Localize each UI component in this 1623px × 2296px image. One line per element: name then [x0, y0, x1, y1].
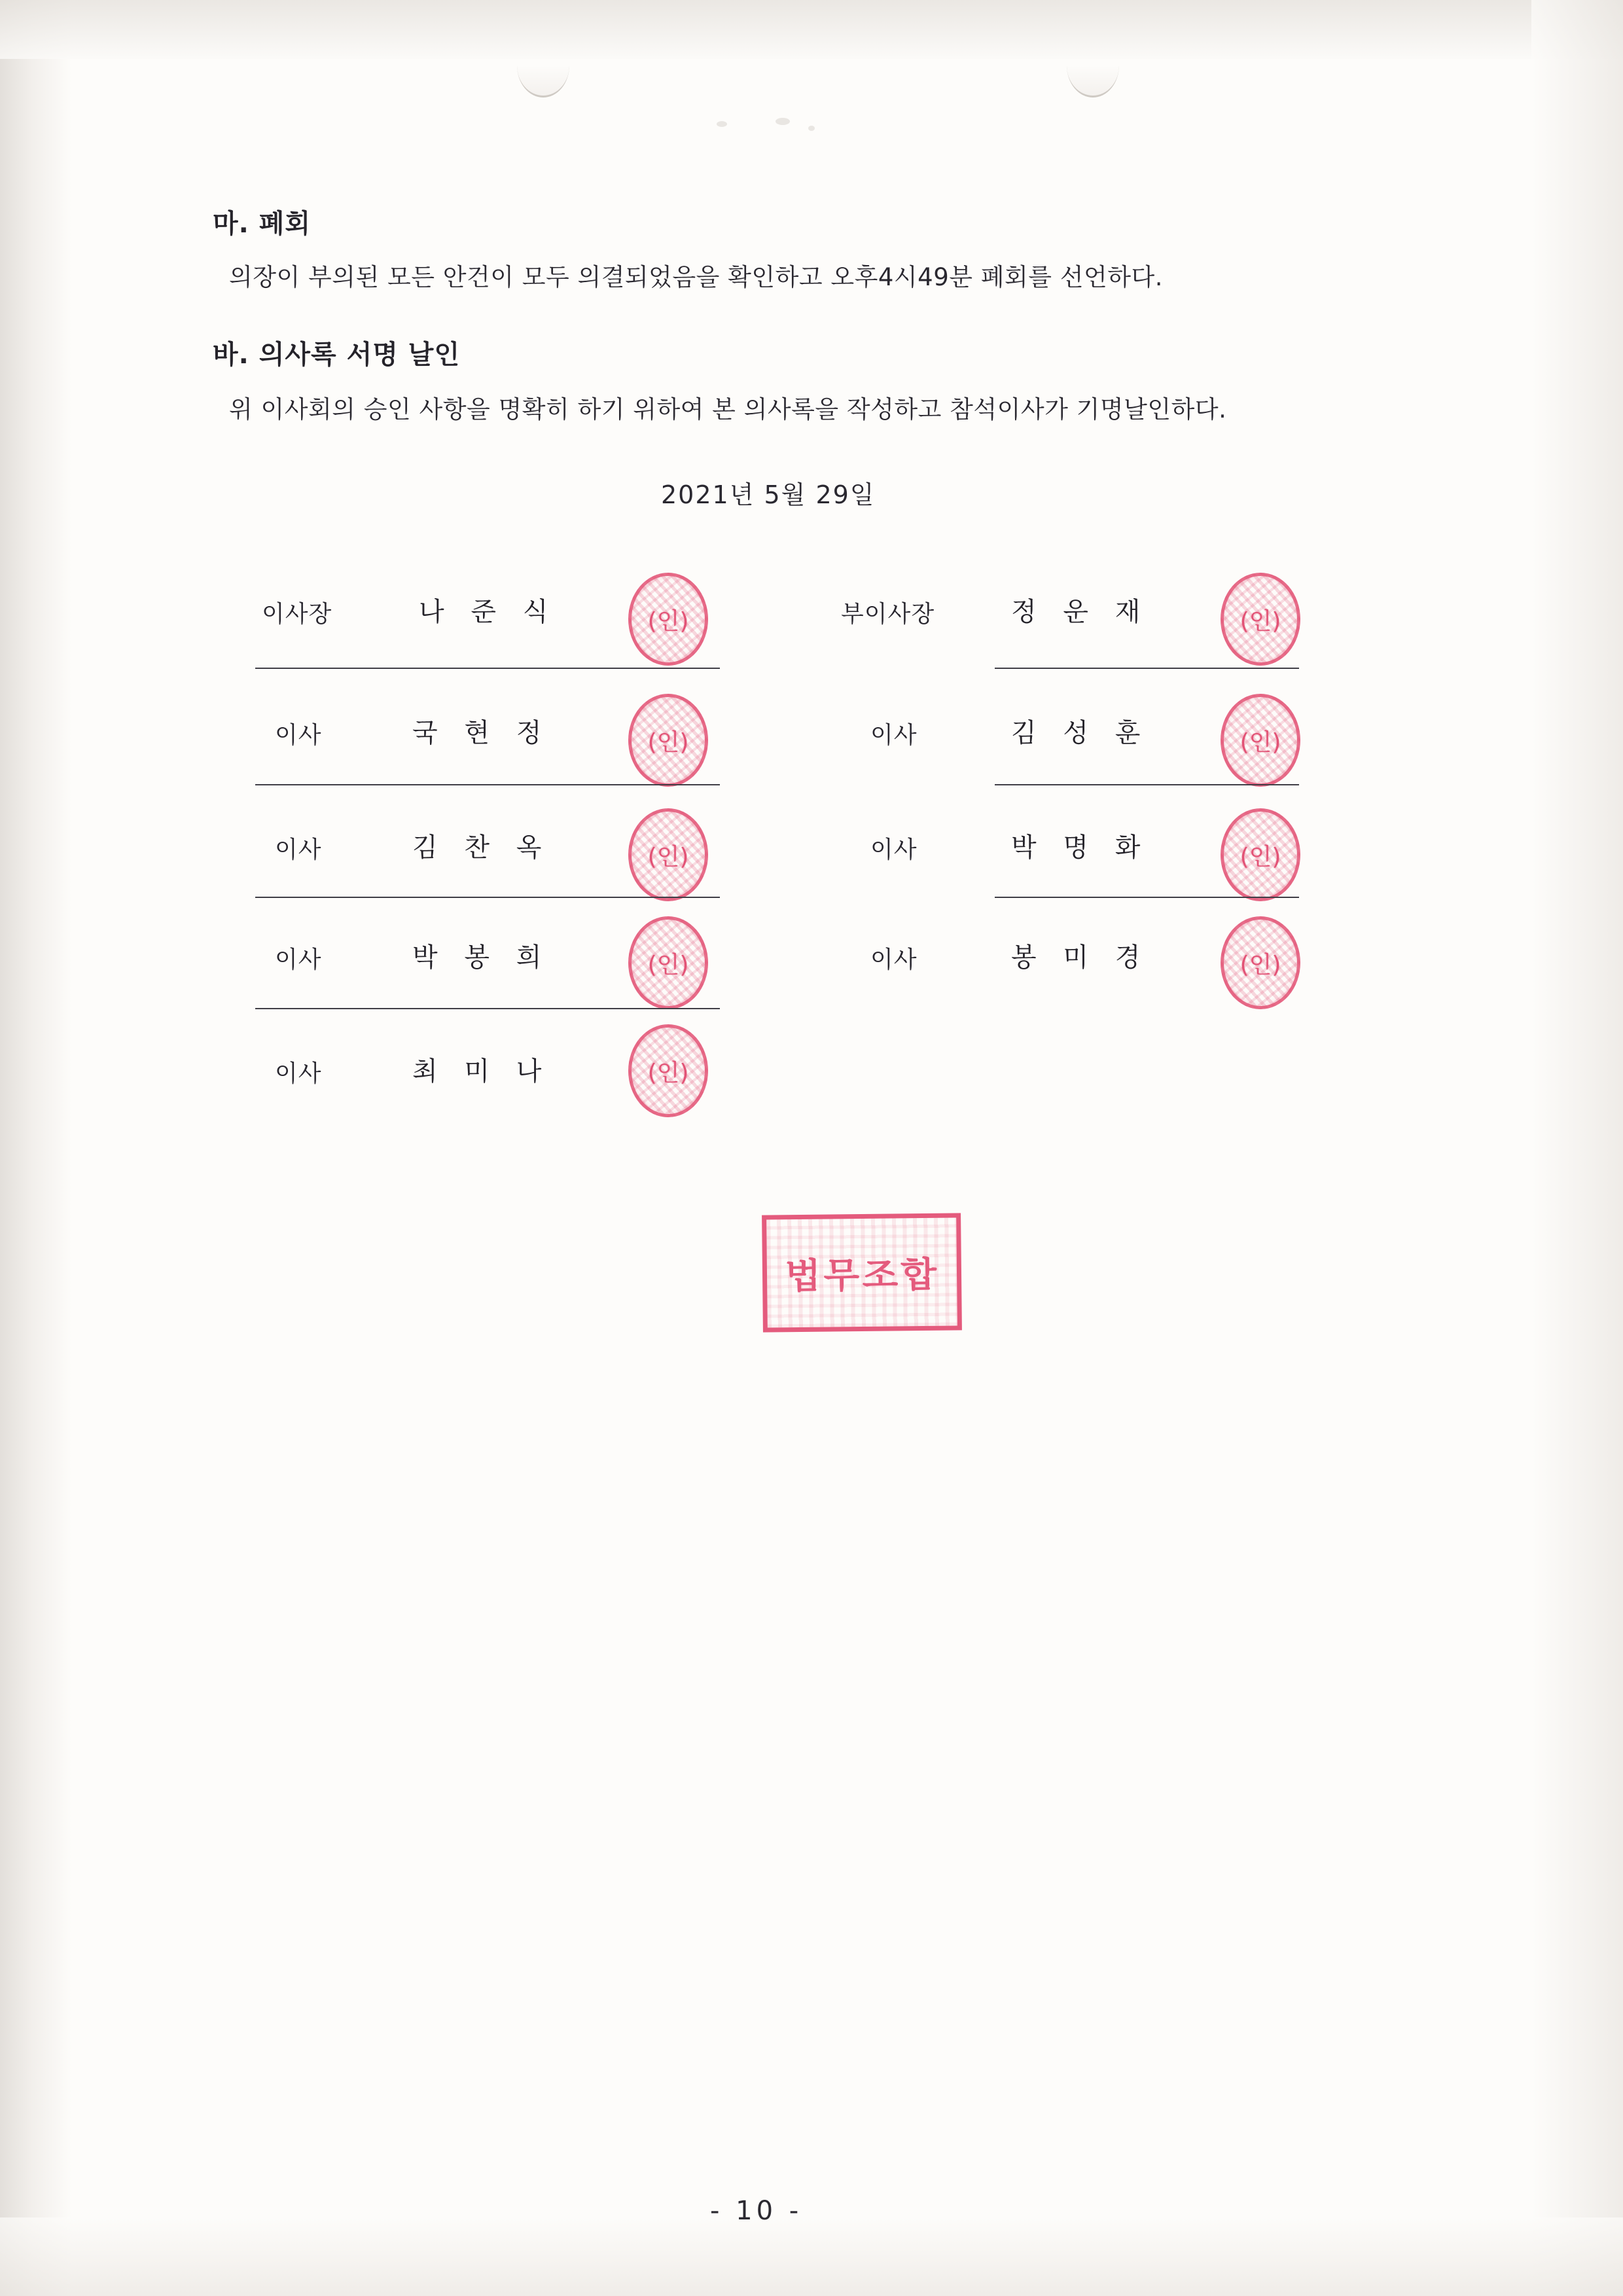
personal-seal-icon	[628, 1024, 708, 1117]
personal-seal-icon	[1221, 694, 1300, 787]
personal-seal-icon	[628, 573, 708, 666]
personal-seal-icon	[1221, 916, 1300, 1009]
personal-seal-icon	[1221, 573, 1300, 666]
seal-label: (인)	[647, 951, 689, 978]
signature-name: 봉 미 경	[1011, 942, 1150, 973]
signature-name: 나 준 식	[419, 597, 558, 627]
page-number: - 10 -	[710, 2196, 803, 2226]
signature-title: 이사	[275, 1060, 322, 1087]
seal-label: (인)	[647, 728, 689, 756]
signature-rule	[255, 1008, 720, 1009]
personal-seal-icon	[1221, 808, 1300, 901]
organization-seal-label: 법무조합	[784, 1253, 940, 1297]
seal-label: (인)	[1240, 843, 1281, 870]
seal-label: (인)	[1240, 607, 1281, 635]
signature-rule	[995, 784, 1299, 785]
personal-seal-icon	[628, 916, 708, 1009]
seal-label: (인)	[1240, 728, 1281, 756]
section-body-closing: 의장이 부의된 모든 안건이 모두 의결되었음을 확인하고 오후4시49분 폐회를 선언하다.	[229, 263, 1163, 291]
section-heading-signature: 바. 의사록 서명 날인	[213, 340, 461, 370]
personal-seal-icon	[628, 694, 708, 787]
seal-label: (인)	[647, 843, 689, 870]
signature-name: 김 성 훈	[1011, 718, 1150, 748]
signature-title: 부이사장	[841, 601, 935, 628]
seal-label: (인)	[647, 1059, 689, 1086]
signature-rule	[255, 897, 720, 898]
signature-title: 이사	[870, 722, 918, 749]
signature-name: 정 운 재	[1011, 597, 1150, 627]
signature-rule	[255, 784, 720, 785]
signature-rule	[995, 897, 1299, 898]
signature-rule	[995, 668, 1299, 669]
signature-name: 박 명 화	[1011, 833, 1150, 863]
signature-title: 이사	[870, 836, 918, 863]
signature-title: 이사	[275, 836, 322, 863]
section-heading-closing: 마. 폐회	[213, 209, 312, 239]
document-date: 2021년 5월 29일	[661, 480, 876, 509]
organization-seal-icon	[762, 1213, 962, 1332]
signature-title: 이사장	[262, 601, 332, 628]
signature-title: 이사	[275, 946, 322, 973]
section-body-signature: 위 이사회의 승인 사항을 명확히 하기 위하여 본 의사록을 작성하고 참석이사가 기명날인하다.	[229, 395, 1227, 423]
seal-label: (인)	[1240, 951, 1281, 978]
signature-name: 최 미 나	[412, 1056, 551, 1086]
signature-name: 김 찬 옥	[412, 833, 551, 863]
signature-title: 이사	[275, 722, 322, 749]
signature-name: 박 봉 희	[412, 942, 551, 973]
signature-name: 국 현 정	[412, 718, 551, 748]
signature-title: 이사	[870, 946, 918, 973]
seal-label: (인)	[647, 607, 689, 635]
signature-rule	[255, 668, 720, 669]
personal-seal-icon	[628, 808, 708, 901]
